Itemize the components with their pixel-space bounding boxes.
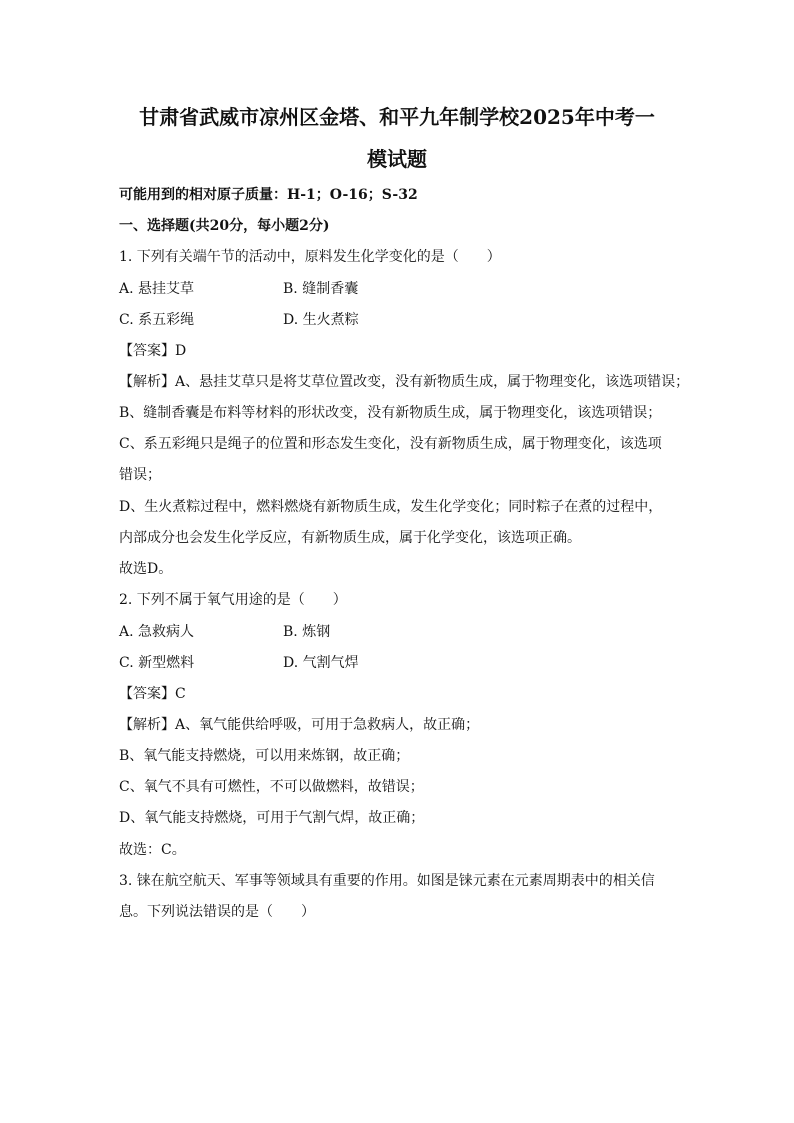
question-2-options-row-2 — [119, 653, 519, 673]
question-2-analysis-line: B、氧气能支持燃烧，可以用来炼钢，故正确； — [119, 748, 410, 764]
question-2-options-row-1 — [119, 622, 519, 642]
question-1-analysis-line: 内部成分也会发生化学反应，有新物质生成，属于化学变化，该选项正确。 — [119, 530, 581, 546]
question-1-analysis-line: D、生火煮粽过程中，燃料燃烧有新物质生成，发生化学变化；同时粽子在煮的过程中， — [119, 499, 663, 515]
question-2-option-b: B. 炼钢 — [283, 624, 331, 640]
question-1-options-row-1 — [119, 279, 519, 299]
question-2-option-d: D. 气割气焊 — [283, 655, 359, 671]
question-1-analysis-line: C、系五彩绳只是绳子的位置和形态发生变化，没有新物质生成，属于物理变化，该选项 — [119, 436, 662, 452]
page-title-line-2: 模试题 — [367, 147, 427, 171]
question-2-stem: 2. 下列不属于氧气用途的是（ ） — [119, 592, 347, 608]
question-2-option-c: C. 新型燃料 — [119, 655, 195, 671]
question-2-answer: 【答案】C — [119, 686, 186, 702]
question-1-conclusion: 故选D。 — [119, 561, 173, 577]
section-heading: 一、选择题(共20分，每小题2分) — [119, 218, 330, 234]
question-2-conclusion: 故选：C。 — [119, 842, 186, 858]
question-2-option-a: A. 急救病人 — [119, 624, 195, 640]
question-1-option-c: C. 系五彩绳 — [119, 312, 195, 328]
atomic-mass-note: 可能用到的相对原子质量：H-1；O-16；S-32 — [119, 187, 418, 203]
question-1-analysis-line: 【解析】A、悬挂艾草只是将艾草位置改变，没有新物质生成，属于物理变化，该选项错误； — [119, 374, 690, 390]
question-1-options-row-2 — [119, 310, 519, 330]
question-1-answer: 【答案】D — [119, 343, 187, 359]
question-2-analysis-line: D、氧气能支持燃烧，可用于气割气焊，故正确； — [119, 810, 425, 826]
question-1-analysis-line: 错误； — [119, 467, 161, 483]
question-2-analysis-line: 【解析】A、氧气能供给呼吸，可用于急救病人，故正确； — [119, 717, 480, 733]
question-3-stem-line: 3. 铼在航空航天、军事等领域具有重要的作用。如图是铼元素在元素周期表中的相关信 — [119, 873, 655, 889]
question-1-stem: 1. 下列有关端午节的活动中，原料发生化学变化的是（ ） — [119, 249, 501, 265]
question-1-option-a: A. 悬挂艾草 — [119, 281, 195, 297]
question-1-option-b: B. 缝制香囊 — [283, 281, 359, 297]
question-3-stem-line: 息。下列说法错误的是（ ） — [119, 904, 315, 920]
question-1-analysis-line: B、缝制香囊是布料等材料的形状改变，没有新物质生成，属于物理变化，该选项错误； — [119, 405, 662, 421]
question-2-analysis-line: C、氧气不具有可燃性，不可以做燃料，故错误； — [119, 779, 424, 795]
question-1-option-d: D. 生火煮粽 — [283, 312, 359, 328]
page-title-line-1: 甘肃省武威市凉州区金塔、和平九年制学校2025年中考一 — [139, 105, 655, 129]
